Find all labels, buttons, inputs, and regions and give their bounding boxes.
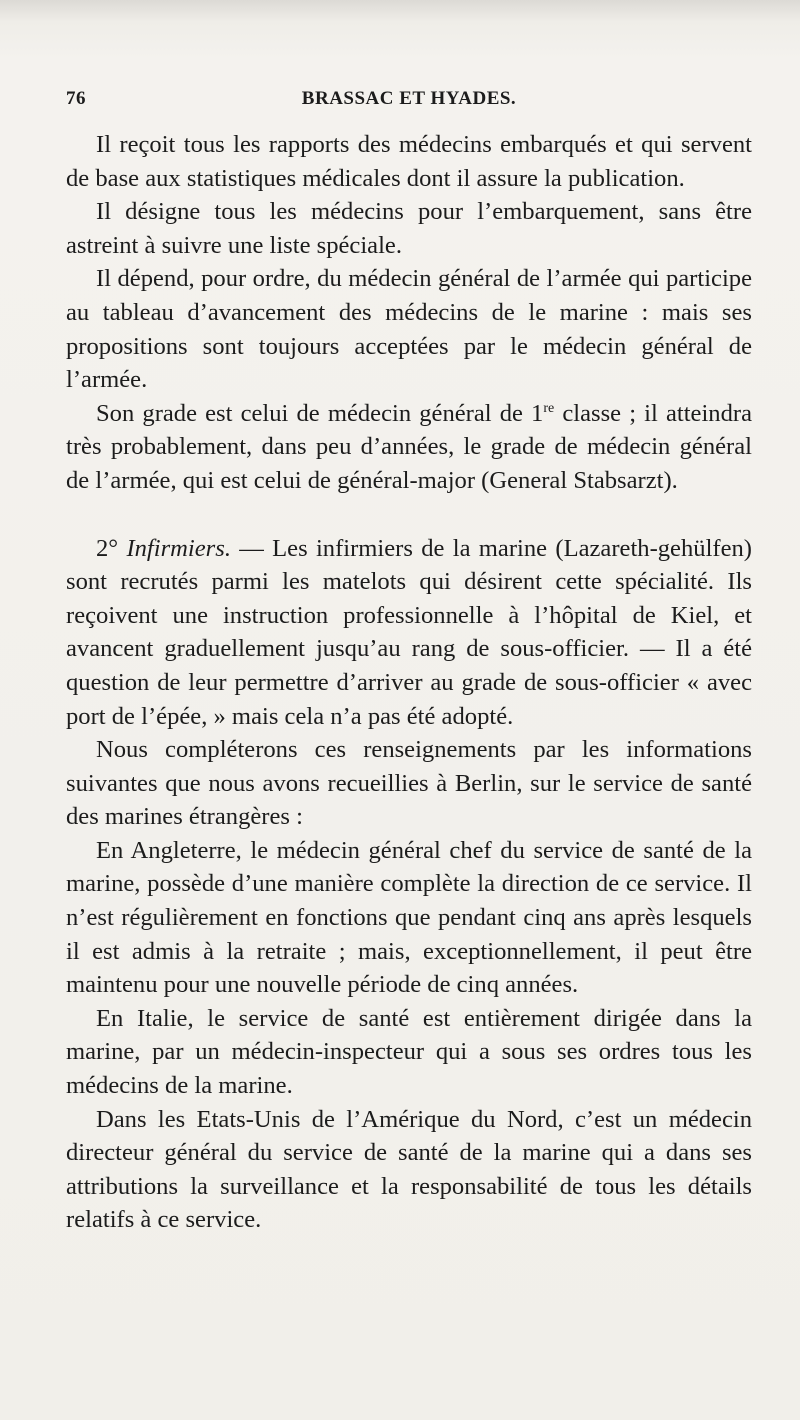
paragraph-england: En Angleterre, le médecin général chef du service de santé de la marine, possède d’une manière complète la direction de ce service. Il n’est régulièrement en fonctions que pendant cinq ans après lesquels il est admis à la retraite ; mais, exceptionnellement, il peut être maintenu pour une nouvelle période de cinq années.: [66, 836, 752, 999]
grade-superscript: re: [543, 400, 555, 416]
body-text: [66, 128, 752, 1237]
section-heading: Infirmiers.: [126, 534, 231, 562]
running-head: BRASSAC ET HYADES.: [301, 88, 517, 109]
paragraph-infirmiers: [66, 532, 752, 734]
paragraph-dependence: Il dépend, pour ordre, du médecin général de l’armée qui participe au tableau d’avancement des médecins de le marine : mais ses propositions sont toujours acceptées par le médecin général de l’armée.: [66, 265, 752, 394]
paragraph-usa: Dans les Etats-Unis de l’Amérique du Nord, c’est un médecin directeur général du service de santé de la marine qui a dans ses attributions la surveillance et la responsabilité de tous les détails relatifs à ce service.: [66, 1105, 752, 1234]
page-header: [66, 88, 752, 116]
page-number: 76: [66, 88, 86, 109]
paragraph-designation: Il désigne tous les médecins pour l’embarquement, sans être astreint à suivre une liste spéciale.: [66, 198, 752, 259]
section-number: 2°: [96, 534, 127, 562]
infirmiers-text: — Les infirmiers de la marine (Lazareth-gehülfen) sont recrutés parmi les matelots qui désirent cette spécialité. Ils reçoivent une instruction professionnelle à l’hôpital de Kiel, et avancent graduellement jusqu’au rang de sous-officier. — Il a été question de leur permettre d’arriver au grade de sous-officier « avec port de l’épée, » mais cela n’a pas été adopté.: [66, 534, 752, 730]
paragraph-intro-foreign: Nous compléterons ces renseignements par les informations suivantes que nous avons recueillies à Berlin, sur le service de santé des marines étrangères :: [66, 736, 752, 831]
paragraph-grade: [66, 397, 752, 498]
paragraph-italy: En Italie, le service de santé est entièrement dirigée dans la marine, par un médecin-inspecteur qui a sous ses ordres tous les médecins de la marine.: [66, 1004, 752, 1100]
paragraph-reports: Il reçoit tous les rapports des médecins embarqués et qui servent de base aux statistiques médicales dont il assure la publication.: [66, 131, 752, 192]
grade-text-start: Son grade est celui de médecin général de 1: [96, 399, 544, 427]
grade-text-end: classe ; il atteindra très probablement, dans peu d’années, le grade de médecin général de l’armée, qui est celui de général-major (General Stabsarzt).: [66, 399, 752, 494]
